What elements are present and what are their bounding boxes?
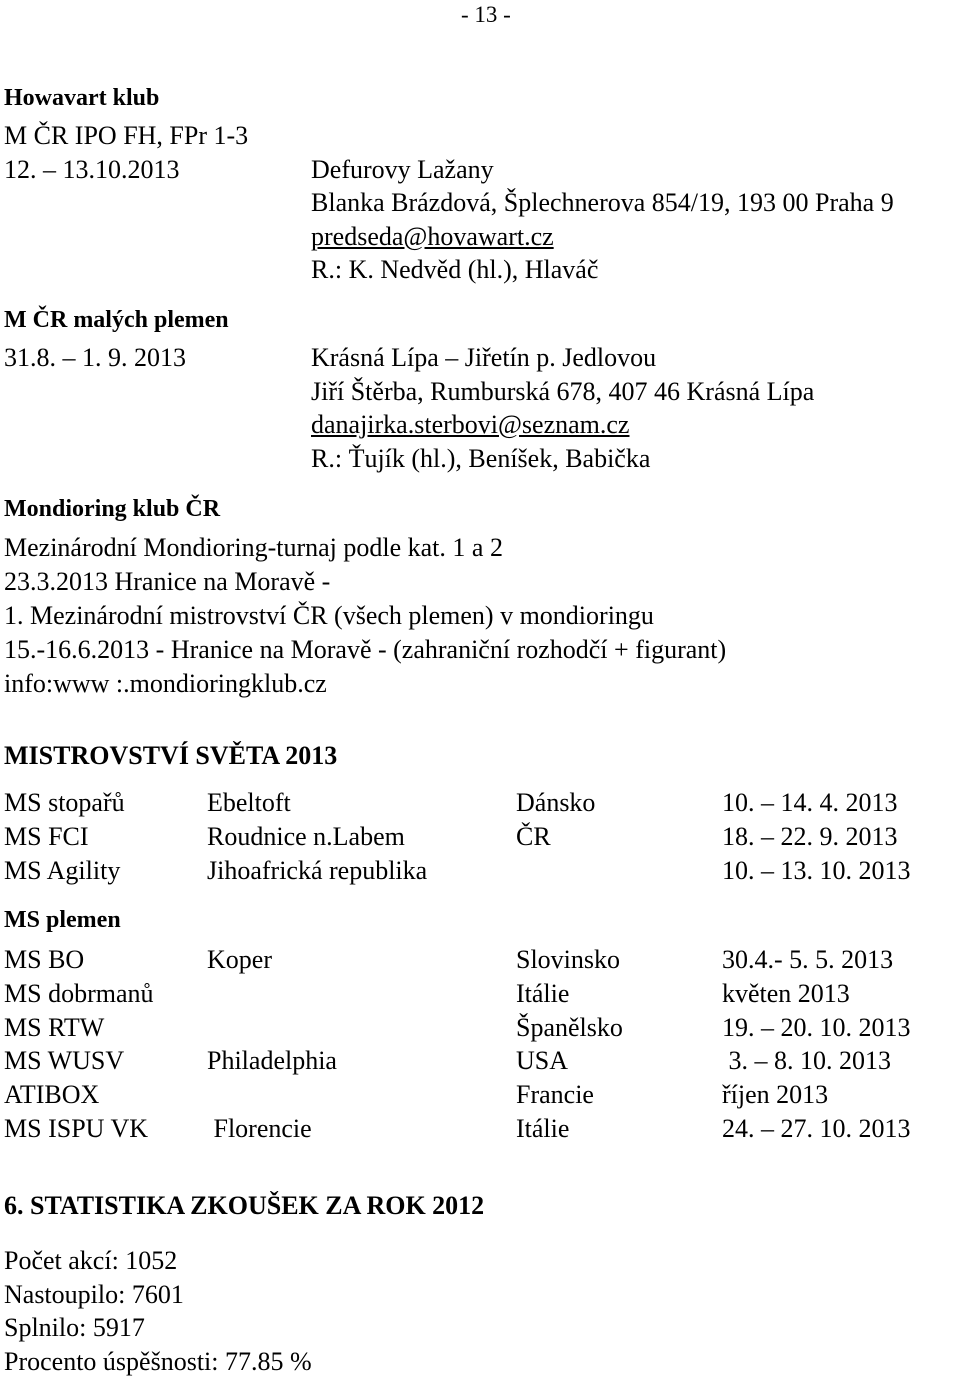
breeds-row-country: USA (516, 1046, 569, 1075)
mondioring-line: Mezinárodní Mondioring-turnaj podle kat. 1 a 2 (4, 533, 503, 562)
howavart-email-link[interactable]: predseda@hovawart.cz (311, 222, 554, 251)
breeds-row-name: MS BO (4, 945, 85, 974)
stats-line: Nastoupilo: 7601 (4, 1280, 184, 1309)
world-row-date: 18. – 22. 9. 2013 (722, 822, 898, 851)
breeds-row-date: 24. – 27. 10. 2013 (722, 1114, 911, 1143)
stats-heading: 6. STATISTIKA ZKOUŠEK ZA ROK 2012 (4, 1191, 485, 1220)
breeds-row-country: Itálie (516, 1114, 570, 1143)
breeds-row-country: Francie (516, 1080, 594, 1109)
breeds-row-country: Itálie (516, 979, 570, 1008)
small-breeds-date: 31.8. – 1. 9. 2013 (4, 343, 186, 372)
breeds-row-country: Slovinsko (516, 945, 621, 974)
mondioring-line: 23.3.2013 Hranice na Moravě - (4, 567, 331, 596)
howavart-place: Defurovy Lažany (311, 155, 494, 184)
breeds-row-date: květen 2013 (722, 979, 850, 1008)
breeds-row-name: MS RTW (4, 1013, 105, 1042)
mondioring-website: info:www :.mondioringklub.cz (4, 669, 327, 698)
breeds-row-city: Koper (207, 945, 272, 974)
world-row-city: Jihoafrická republika (207, 856, 428, 885)
small-breeds-email-link[interactable]: danajirka.sterbovi@seznam.cz (311, 410, 630, 439)
stats-line: Počet akcí: 1052 (4, 1246, 178, 1275)
mondioring-line: 15.-16.6.2013 - Hranice na Moravě - (zahraniční rozhodčí + figurant) (4, 635, 727, 664)
page-number: - 13 - (461, 2, 511, 27)
breeds-row-date: říjen 2013 (722, 1080, 829, 1109)
world-row-name: MS FCI (4, 822, 89, 851)
breeds-row-name: MS ISPU VK (4, 1114, 149, 1143)
breeds-row-date: 30.4.- 5. 5. 2013 (722, 945, 894, 974)
breeds-row-name: MS dobrmanů (4, 979, 154, 1008)
howavart-event: M ČR IPO FH, FPr 1-3 (4, 121, 249, 150)
world-row-date: 10. – 13. 10. 2013 (722, 856, 911, 885)
stats-line: Splnilo: 5917 (4, 1313, 145, 1342)
mondioring-line: 1. Mezinárodní mistrovství ČR (všech plemen) v mondioringu (4, 601, 654, 630)
howavart-heading: Howavart klub (4, 85, 160, 111)
howavart-date: 12. – 13.10.2013 (4, 155, 180, 184)
breeds-row-date: 3. – 8. 10. 2013 (722, 1046, 891, 1075)
world-row-name: MS Agility (4, 856, 121, 885)
howavart-judges: R.: K. Nedvěd (hl.), Hlaváč (311, 255, 599, 284)
breeds-row-date: 19. – 20. 10. 2013 (722, 1013, 911, 1042)
breeds-row-country: Španělsko (516, 1013, 623, 1042)
world-row-country: ČR (516, 822, 551, 851)
stats-line: Procento úspěšnosti: 77.85 % (4, 1347, 312, 1376)
world-row-date: 10. – 14. 4. 2013 (722, 788, 898, 817)
small-breeds-contact: Jiří Štěrba, Rumburská 678, 407 46 Krásná Lípa (311, 377, 815, 406)
world-heading: MISTROVSTVÍ SVĚTA 2013 (4, 741, 338, 770)
small-breeds-judges: R.: Ťujík (hl.), Beníšek, Babička (311, 444, 651, 473)
mondioring-heading: Mondioring klub ČR (4, 496, 221, 522)
howavart-contact: Blanka Brázdová, Šplechnerova 854/19, 193 00 Praha 9 (311, 188, 894, 217)
world-row-name: MS stopařů (4, 788, 125, 817)
small-breeds-heading: M ČR malých plemen (4, 307, 229, 333)
breeds-row-city: Philadelphia (207, 1046, 337, 1075)
breeds-heading: MS plemen (4, 907, 121, 933)
world-row-city: Roudnice n.Labem (207, 822, 405, 851)
world-row-city: Ebeltoft (207, 788, 291, 817)
breeds-row-city: Florencie (207, 1114, 312, 1143)
small-breeds-place: Krásná Lípa – Jiřetín p. Jedlovou (311, 343, 657, 372)
breeds-row-name: ATIBOX (4, 1080, 100, 1109)
breeds-row-name: MS WUSV (4, 1046, 125, 1075)
world-row-country: Dánsko (516, 788, 596, 817)
